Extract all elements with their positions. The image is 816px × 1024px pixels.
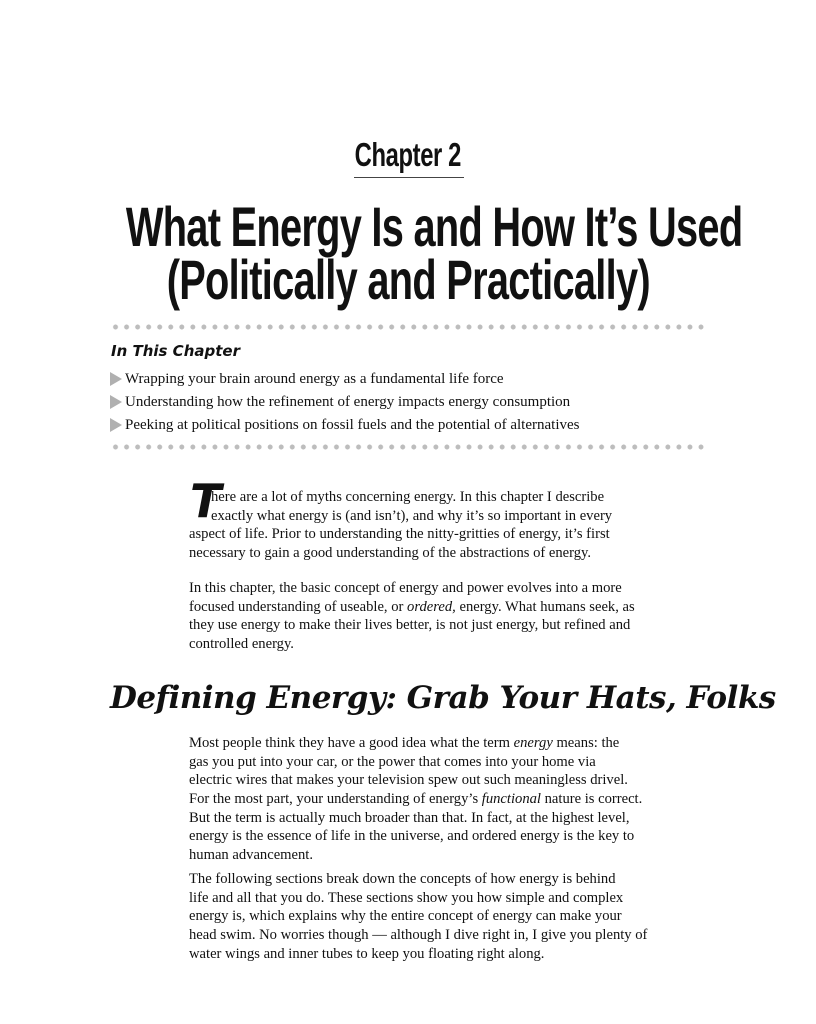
chapter-underline xyxy=(354,177,464,178)
text-segment: energy is, which explains why the entire concept of energy can make your xyxy=(189,908,622,925)
paragraph xyxy=(189,488,709,563)
text-segment: Most people think they have a good idea what the term xyxy=(189,735,514,751)
text-line xyxy=(189,507,709,526)
emphasized-text: functional xyxy=(481,791,541,808)
text-line xyxy=(189,544,709,563)
paragraph xyxy=(189,734,709,865)
dotted-divider xyxy=(110,444,708,450)
text-line xyxy=(189,827,709,846)
text-segment: here are a lot of myths concerning energy. In this chapter I describe xyxy=(211,489,605,505)
text-segment: controlled energy. xyxy=(189,636,294,653)
text-segment: they use energy to make their lives better, is not just energy, but refined and xyxy=(189,617,631,634)
triangle-bullet-icon xyxy=(110,418,122,432)
list-item xyxy=(110,367,580,390)
text-segment: aspect of life. Prior to understanding the nitty-gritties of energy, it’s first xyxy=(189,526,610,543)
text-line xyxy=(189,846,709,865)
triangle-bullet-icon xyxy=(110,395,122,409)
text-line xyxy=(189,870,709,889)
title-text: What Energy Is and How It’s Used xyxy=(125,195,743,258)
text-segment: means: the xyxy=(552,735,620,751)
list-item xyxy=(110,413,580,436)
text-segment: For the most part, your understanding of energy’s xyxy=(189,791,482,808)
text-line xyxy=(189,616,709,635)
text-line xyxy=(189,635,709,654)
text-line xyxy=(189,926,709,945)
text-segment: energy is the essence of life in the universe, and ordered energy is the key to xyxy=(189,828,635,845)
list-item-text: Peeking at political positions on fossil fuels and the potential of alternatives xyxy=(125,416,580,433)
text-line xyxy=(189,488,709,507)
text-segment: exactly what energy is (and isn’t), and why it’s so important in every xyxy=(211,507,613,524)
list-item-text: Wrapping your brain around energy as a fundamental life force xyxy=(125,370,504,387)
chapter-label: Chapter 2 xyxy=(354,136,462,173)
text-line xyxy=(189,598,709,617)
text-line xyxy=(189,579,709,598)
chapter-number xyxy=(0,136,816,174)
text-line xyxy=(189,790,709,809)
text-segment: necessary to gain a good understanding of the abstractions of energy. xyxy=(189,545,592,562)
drop-cap: T xyxy=(190,474,222,528)
section-heading: Defining Energy: Grab Your Hats, Folks xyxy=(110,680,776,716)
emphasized-text: ordered, xyxy=(407,598,456,615)
text-line xyxy=(189,945,709,964)
text-segment: energy. What humans seek, as xyxy=(455,598,635,615)
text-segment: human advancement. xyxy=(189,847,313,864)
text-segment: focused understanding of useable, or xyxy=(189,598,408,615)
chapter-topics-list xyxy=(110,367,580,436)
triangle-bullet-icon xyxy=(110,372,122,386)
text-segment: nature is correct. xyxy=(540,791,643,808)
text-segment: The following sections break down the concepts of how energy is behind xyxy=(189,871,616,887)
text-segment: life and all that you do. These sections show you how simple and complex xyxy=(189,889,624,906)
in-this-chapter-heading: In This Chapter xyxy=(111,342,240,360)
text-segment: gas you put into your car, or the power that comes into your home via xyxy=(189,753,596,770)
text-line xyxy=(189,753,709,772)
list-item xyxy=(110,390,580,413)
text-line xyxy=(189,734,709,753)
paragraph xyxy=(189,870,709,963)
list-item-text: Understanding how the refinement of energy impacts energy consumption xyxy=(125,393,571,410)
text-line xyxy=(189,889,709,908)
chapter-title-line-2 xyxy=(0,247,816,312)
text-segment: But the term is actually much broader than that. In fact, at the highest level, xyxy=(189,809,630,826)
text-segment: electric wires that makes your television spew out such meaningless drivel. xyxy=(189,772,628,789)
emphasized-text: energy xyxy=(513,735,553,751)
text-segment: In this chapter, the basic concept of energy and power evolves into a more xyxy=(189,580,622,596)
text-segment: head swim. No worries though — although I dive right in, I give you plenty of xyxy=(189,927,648,944)
title-text: (Politically and Practically) xyxy=(166,248,650,311)
text-line xyxy=(189,771,709,790)
text-segment: water wings and inner tubes to keep you floating right along. xyxy=(189,945,545,962)
paragraph xyxy=(189,579,709,654)
text-line xyxy=(189,809,709,828)
text-line xyxy=(189,907,709,926)
text-line xyxy=(189,525,709,544)
dotted-divider xyxy=(110,324,708,330)
